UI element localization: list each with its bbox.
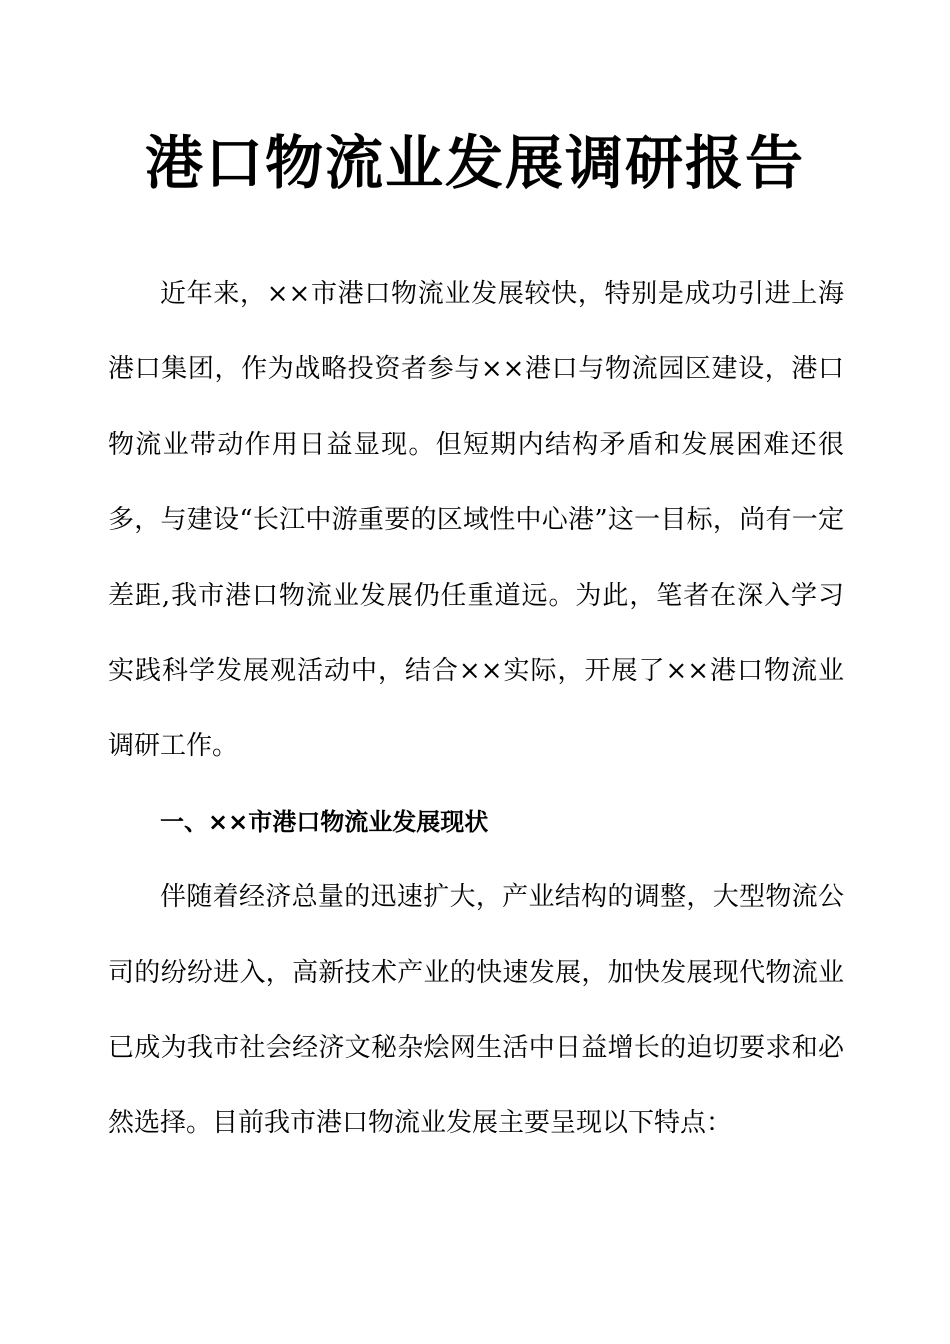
document-body [108, 257, 844, 1162]
section-heading: 一、××市港口物流业发展现状 [160, 807, 489, 836]
section-paragraph: 伴随着经济总量的迅速扩大，产业结构的调整，大型物流公司的纷纷进入，高新技术产业的快速发展，加快发展现代物流业已成为我市社会经济文秘杂烩网生活中日益增长的迫切要求和必然选择。目前我市港口物流业发展主要呈现以下特点： [108, 882, 844, 1139]
intro-paragraph: 近年来，××市港口物流业发展较快，特别是成功引进上海港口集团，作为战略投资者参与××港口与物流园区建设，港口物流业带动作用日益显现。但短期内结构矛盾和发展困难还很多，与建设“长江中游重要的区域性中心港”这一目标，尚有一定差距,我市港口物流业发展仍任重道远。为此，笔者在深入学习实践科学发展观活动中，结合××实际，开展了××港口物流业调研工作。 [108, 279, 844, 762]
document-title: 港口物流业发展调研报告 [144, 129, 805, 197]
